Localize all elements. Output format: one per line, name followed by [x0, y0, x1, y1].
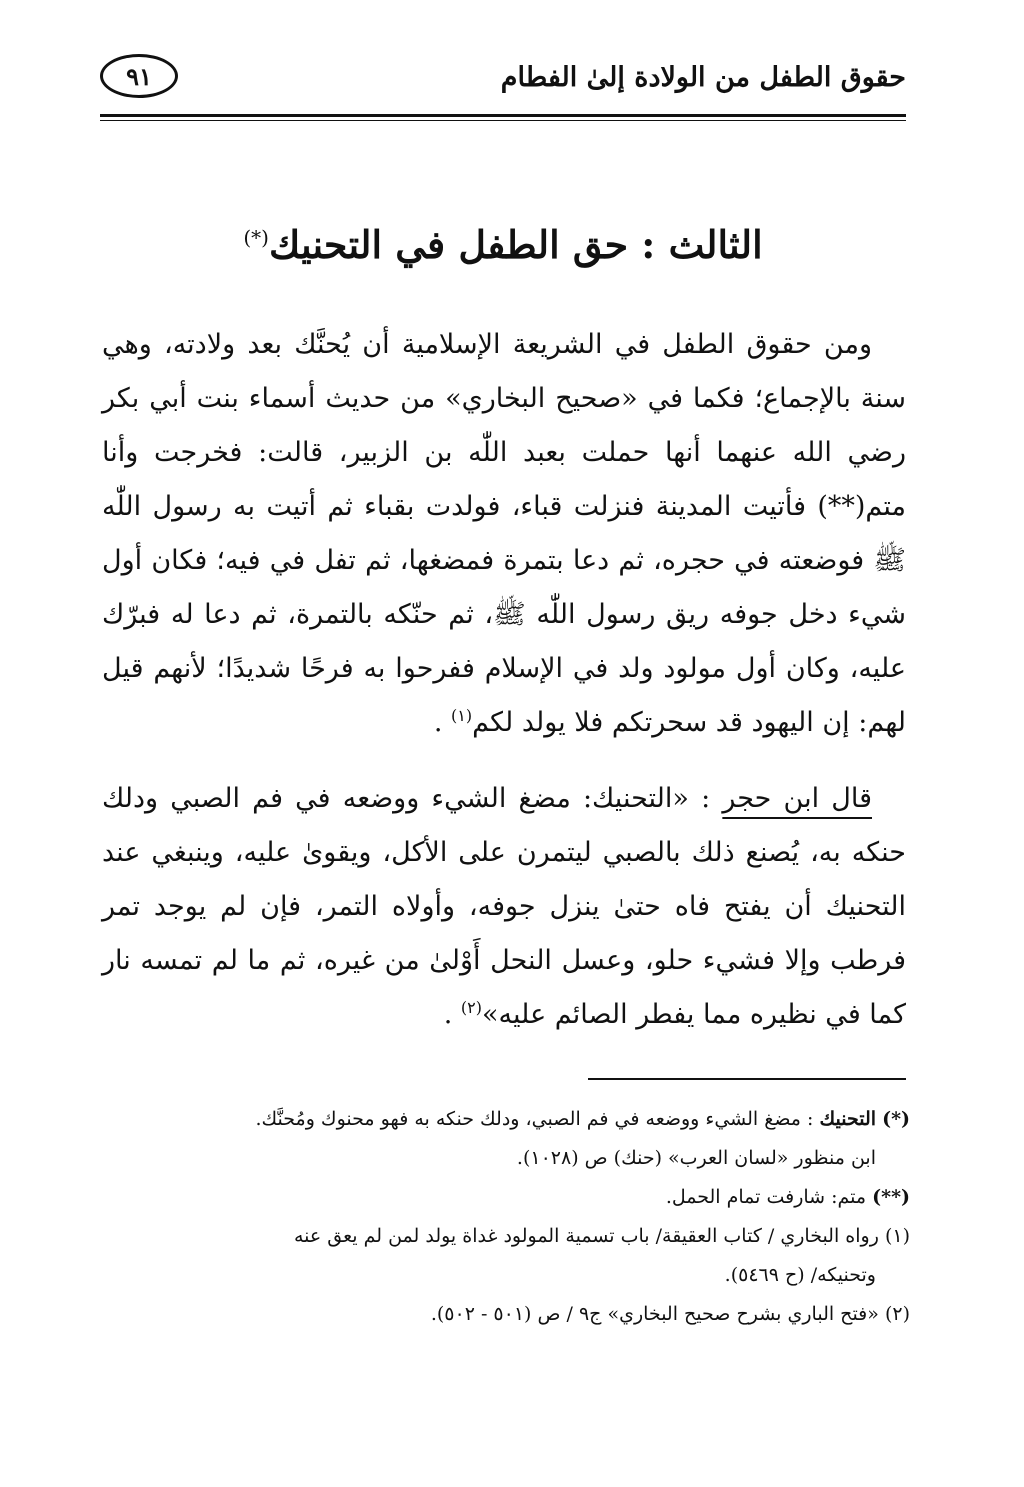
running-header	[100, 44, 906, 116]
footnote-ref-2: (٢)	[460, 998, 482, 1017]
paragraph-2-end: .	[443, 999, 453, 1030]
footnote-text: متم: شارفت تمام الحمل.	[665, 1186, 867, 1208]
footnotes	[110, 1100, 910, 1334]
footnote-mark: (٢)	[884, 1303, 910, 1325]
running-title: حقوق الطفل من الولادة إلىٰ الفطام	[500, 62, 906, 93]
footnote-1-continued: وتحنيكه/ (ح ٥٤٦٩).	[724, 1264, 876, 1286]
page-number-badge: ٩١	[100, 54, 178, 98]
header-rule-thin	[100, 120, 906, 121]
paragraph-1-end: .	[433, 707, 443, 738]
paragraph-2-text: : «التحنيك: مضغ الشيء ووضعه في فم الصبي ودلك حنكه به، يُصنع ذلك بالصبي ليتمرن على الأكل، ويقوىٰ عليه، وينبغي عند التحنيك أن يفتح فاه حتىٰ ينزل جوفه، وأولاه التمر، فإن لم يوجد تمر فرطب وإلا فشيء حلو، وعسل النحل أَوْلىٰ من غيره، ثم ما لم تمسه نار كما في نظيره مما يفطر الصائم عليه»	[102, 783, 906, 1030]
heading-footnote-mark: (*)	[243, 225, 269, 250]
footnote-mark: (١)	[884, 1225, 910, 1247]
section-heading-text: الثالث : حق الطفل في التحنيك	[268, 222, 763, 267]
footnote-star	[110, 1100, 910, 1139]
footnote-1	[110, 1217, 910, 1256]
header-rule-thick	[100, 114, 906, 117]
footnote-mark: (*)	[882, 1108, 910, 1130]
footnote-ref-1: (١)	[451, 706, 473, 725]
quoted-author: قال ابن حجر	[722, 783, 872, 814]
body-paragraph-1	[102, 318, 906, 750]
footnote-2	[110, 1295, 910, 1334]
footnote-double-star	[110, 1178, 910, 1217]
body-paragraph-2	[102, 772, 906, 1042]
footnote-text: «فتح الباري بشرح صحيح البخاري» ج٩ / ص (٥٠١ - ٥٠٢).	[430, 1303, 879, 1325]
footnote-term: التحنيك	[819, 1108, 877, 1130]
paragraph-1-text: ومن حقوق الطفل في الشريعة الإسلامية أن يُحنَّك بعد ولادته، وهي سنة بالإجماع؛ فكما في «صحيح البخاري» من حديث أسماء بنت أبي بكر رضي الله عنهما أنها حملت بعبد اللّٰه بن الزبير، قالت: فخرجت وأنا متم(**) فأتيت المدينة فنزلت قباء، فولدت بقباء ثم أتيت به رسول اللّٰه ﷺ فوضعته في حجره، ثم دعا بتمرة فمضغها، ثم تفل في فيه؛ فكان أول شيء دخل جوفه ريق رسول اللّٰه ﷺ، ثم حنّكه بالتمرة، ثم دعا له فبرّك عليه، وكان أول مولود ولد في الإسلام ففرحوا به فرحًا شديدًا؛ لأنهم قيل لهم: إن اليهود قد سحرتكم فلا يولد لكم	[102, 329, 906, 738]
section-heading	[100, 222, 906, 267]
footnote-separator	[588, 1078, 906, 1080]
footnote-text: رواه البخاري / كتاب العقيقة/ باب تسمية المولود غداة يولد لمن لم يعق عنه	[293, 1225, 879, 1247]
footnote-mark: (**)	[872, 1186, 910, 1208]
footnote-star-continued: ابن منظور «لسان العرب» (حنك) ص (١٠٢٨).	[516, 1147, 876, 1169]
footnote-text: : مضغ الشيء ووضعه في فم الصبي، ودلك حنكه به فهو محنوك ومُحنَّك.	[255, 1108, 814, 1130]
